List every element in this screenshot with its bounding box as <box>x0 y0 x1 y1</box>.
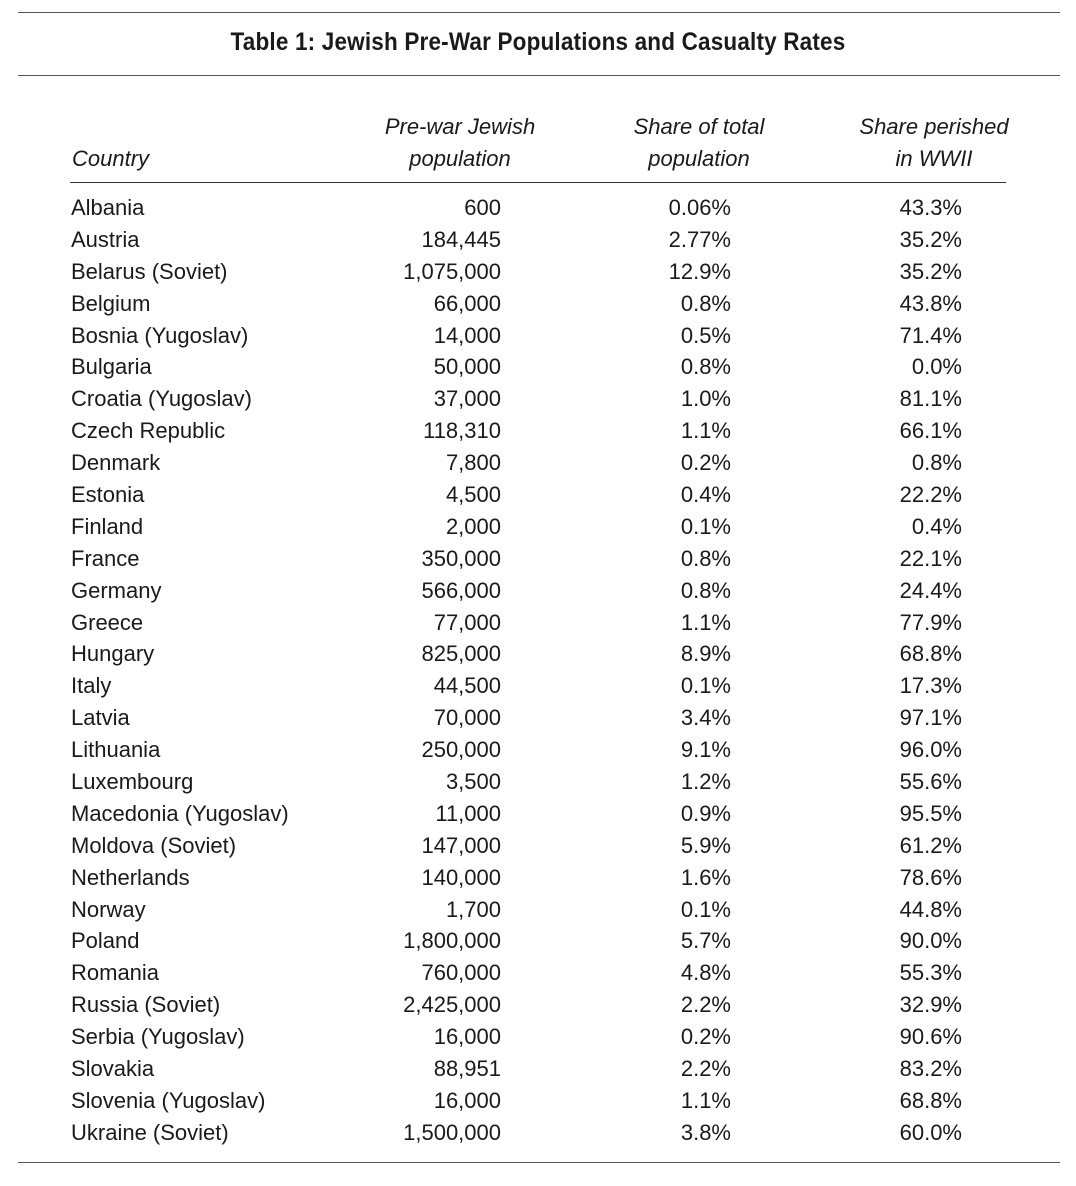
cell-country: Ukraine (Soviet) <box>71 1119 229 1145</box>
table-row <box>0 830 1076 862</box>
cell-country: Belarus (Soviet) <box>71 258 228 284</box>
cell-perished: 22.2% <box>899 482 962 508</box>
cell-population: 1,700 <box>445 896 501 922</box>
cell-share: 0.9% <box>680 800 731 826</box>
table-row <box>0 798 1076 830</box>
cell-share: 3.4% <box>680 705 731 731</box>
cell-perished: 44.8% <box>899 896 962 922</box>
cell-population: 2,425,000 <box>403 992 501 1018</box>
cell-population: 350,000 <box>421 545 501 571</box>
cell-population: 37,000 <box>433 386 501 412</box>
cell-perished: 43.3% <box>899 195 962 220</box>
cell-share: 8.9% <box>680 641 731 667</box>
cell-population: 14,000 <box>433 322 501 348</box>
title-rule <box>18 75 1060 76</box>
table-row <box>0 511 1076 543</box>
cell-country: Germany <box>71 577 162 603</box>
cell-population: 66,000 <box>433 290 501 316</box>
cell-perished: 66.1% <box>899 418 962 444</box>
cell-share: 1.6% <box>680 864 731 890</box>
cell-perished: 0.8% <box>911 450 962 476</box>
cell-population: 50,000 <box>433 354 501 380</box>
cell-population: 16,000 <box>433 1087 501 1113</box>
cell-population: 2,000 <box>445 513 501 539</box>
cell-country: Italy <box>71 673 112 699</box>
cell-country: Netherlands <box>71 864 190 890</box>
cell-perished: 90.6% <box>899 1024 962 1050</box>
table-row <box>0 638 1076 670</box>
cell-perished: 97.1% <box>899 705 962 731</box>
cell-share: 0.2% <box>680 450 731 476</box>
column-header-country-label: Country <box>72 146 150 171</box>
cell-country: Lithuania <box>71 737 161 763</box>
column-header-population-line2: population <box>409 146 511 171</box>
cell-perished: 78.6% <box>899 864 962 890</box>
cell-country: Luxembourg <box>71 769 194 795</box>
cell-share: 0.8% <box>680 290 731 316</box>
cell-population: 70,000 <box>433 705 501 731</box>
cell-country: Slovakia <box>71 1056 155 1082</box>
column-header-perished-line1: Share perished <box>859 114 1009 139</box>
cell-perished: 35.2% <box>899 258 962 284</box>
cell-perished: 43.8% <box>899 290 962 316</box>
cell-country: Denmark <box>71 450 161 476</box>
cell-share: 0.8% <box>680 354 731 380</box>
cell-population: 1,500,000 <box>403 1119 501 1145</box>
cell-country: Hungary <box>71 641 155 667</box>
cell-share: 1.1% <box>680 1087 731 1113</box>
cell-country: Finland <box>71 513 144 539</box>
cell-share: 2.2% <box>680 1056 731 1082</box>
column-header-country <box>72 143 149 175</box>
cell-share: 0.4% <box>680 482 731 508</box>
cell-population: 7,800 <box>445 450 501 476</box>
table-row <box>0 479 1076 511</box>
table-row <box>0 351 1076 383</box>
table-row <box>0 894 1076 926</box>
table-row <box>0 925 1076 957</box>
cell-perished: 35.2% <box>899 226 962 252</box>
cell-share: 0.8% <box>680 545 731 571</box>
column-header-share <box>615 111 783 175</box>
cell-country: Latvia <box>71 705 130 731</box>
top-rule <box>18 12 1060 13</box>
cell-population: 11,000 <box>435 800 501 826</box>
cell-share: 3.8% <box>680 1119 731 1145</box>
cell-share: 0.1% <box>680 673 731 699</box>
column-header-population-line1: Pre-war Jewish <box>384 114 536 139</box>
cell-perished: 95.5% <box>899 800 962 826</box>
cell-perished: 32.9% <box>899 992 962 1018</box>
cell-country: Russia (Soviet) <box>71 992 221 1018</box>
cell-population: 760,000 <box>421 960 501 986</box>
cell-perished: 60.0% <box>899 1119 962 1145</box>
cell-population: 88,951 <box>433 1056 501 1082</box>
cell-population: 140,000 <box>421 864 501 890</box>
table-row <box>0 862 1076 894</box>
table-row <box>0 607 1076 639</box>
cell-country: Norway <box>71 896 146 922</box>
column-header-share-line1: Share of total <box>633 114 765 139</box>
table-row <box>0 1117 1076 1149</box>
cell-perished: 81.1% <box>899 386 962 412</box>
cell-share: 0.8% <box>680 577 731 603</box>
column-header-population <box>380 111 540 175</box>
table-row <box>0 224 1076 256</box>
table-row <box>0 734 1076 766</box>
cell-perished: 77.9% <box>899 609 962 635</box>
cell-perished: 55.3% <box>899 960 962 986</box>
cell-perished: 17.3% <box>899 673 962 699</box>
table-row <box>0 989 1076 1021</box>
cell-population: 250,000 <box>421 737 501 763</box>
cell-share: 0.2% <box>680 1024 731 1050</box>
cell-perished: 71.4% <box>899 322 962 348</box>
table-row <box>0 766 1076 798</box>
cell-country: Estonia <box>71 482 145 508</box>
cell-country: Bosnia (Yugoslav) <box>71 322 249 348</box>
cell-share: 2.2% <box>680 992 731 1018</box>
cell-perished: 68.8% <box>899 1087 962 1113</box>
cell-perished: 55.6% <box>899 769 962 795</box>
cell-population: 16,000 <box>433 1024 501 1050</box>
cell-country: Belgium <box>71 290 151 316</box>
cell-country: Poland <box>71 928 140 954</box>
cell-share: 0.1% <box>680 896 731 922</box>
table-row <box>0 702 1076 734</box>
cell-population: 184,445 <box>421 226 501 252</box>
cell-country: France <box>71 545 140 571</box>
table-row <box>0 192 1076 224</box>
table-body <box>0 192 1076 1149</box>
table-row <box>0 1053 1076 1085</box>
table-row <box>0 1085 1076 1117</box>
cell-share: 0.1% <box>680 513 731 539</box>
cell-country: Macedonia (Yugoslav) <box>71 800 289 826</box>
table-row <box>0 670 1076 702</box>
cell-share: 2.77% <box>668 226 731 252</box>
cell-perished: 24.4% <box>899 577 962 603</box>
cell-population: 44,500 <box>433 673 501 699</box>
cell-population: 147,000 <box>421 832 501 858</box>
cell-population: 566,000 <box>421 577 501 603</box>
cell-population: 825,000 <box>421 641 501 667</box>
table-row <box>0 288 1076 320</box>
table-row <box>0 383 1076 415</box>
column-header-perished <box>852 111 1016 175</box>
bottom-rule <box>18 1162 1060 1163</box>
cell-population: 600 <box>464 195 501 220</box>
cell-population: 77,000 <box>433 609 501 635</box>
cell-country: Croatia (Yugoslav) <box>71 386 252 412</box>
cell-share: 12.9% <box>668 258 731 284</box>
table-row <box>0 1021 1076 1053</box>
table-row <box>0 415 1076 447</box>
table-row <box>0 543 1076 575</box>
cell-share: 1.1% <box>680 418 731 444</box>
cell-country: Greece <box>71 609 144 635</box>
cell-country: Romania <box>71 960 160 986</box>
header-rule <box>70 182 1006 183</box>
cell-country: Slovenia (Yugoslav) <box>71 1087 266 1113</box>
cell-perished: 22.1% <box>899 545 962 571</box>
cell-share: 5.7% <box>680 928 731 954</box>
cell-perished: 68.8% <box>899 641 962 667</box>
cell-country: Austria <box>71 226 140 252</box>
cell-population: 1,075,000 <box>403 258 501 284</box>
cell-perished: 0.0% <box>911 354 962 380</box>
cell-country: Albania <box>71 195 145 220</box>
table-row <box>0 320 1076 352</box>
table-row <box>0 256 1076 288</box>
cell-share: 1.0% <box>680 386 731 412</box>
table-row <box>0 957 1076 989</box>
cell-share: 1.2% <box>680 769 731 795</box>
cell-country: Moldova (Soviet) <box>71 832 237 858</box>
cell-share: 1.1% <box>680 609 731 635</box>
cell-perished: 83.2% <box>899 1056 962 1082</box>
cell-perished: 0.4% <box>911 513 962 539</box>
cell-share: 0.5% <box>680 322 731 348</box>
cell-share: 5.9% <box>680 832 731 858</box>
cell-share: 0.06% <box>668 195 731 220</box>
table-title: Table 1: Jewish Pre-War Populations and Casualty Rates <box>230 28 846 56</box>
cell-country: Czech Republic <box>71 418 226 444</box>
cell-perished: 96.0% <box>899 737 962 763</box>
table-row <box>0 575 1076 607</box>
table-row <box>0 447 1076 479</box>
cell-population: 3,500 <box>445 769 501 795</box>
cell-share: 4.8% <box>680 960 731 986</box>
cell-population: 118,310 <box>423 418 501 444</box>
cell-share: 9.1% <box>680 737 731 763</box>
column-header-share-line2: population <box>648 146 750 171</box>
cell-country: Serbia (Yugoslav) <box>71 1024 245 1050</box>
column-header-perished-line2: in WWII <box>895 146 973 171</box>
cell-country: Bulgaria <box>71 354 152 380</box>
cell-perished: 90.0% <box>899 928 962 954</box>
cell-population: 1,800,000 <box>403 928 501 954</box>
cell-population: 4,500 <box>445 482 501 508</box>
cell-perished: 61.2% <box>899 832 962 858</box>
